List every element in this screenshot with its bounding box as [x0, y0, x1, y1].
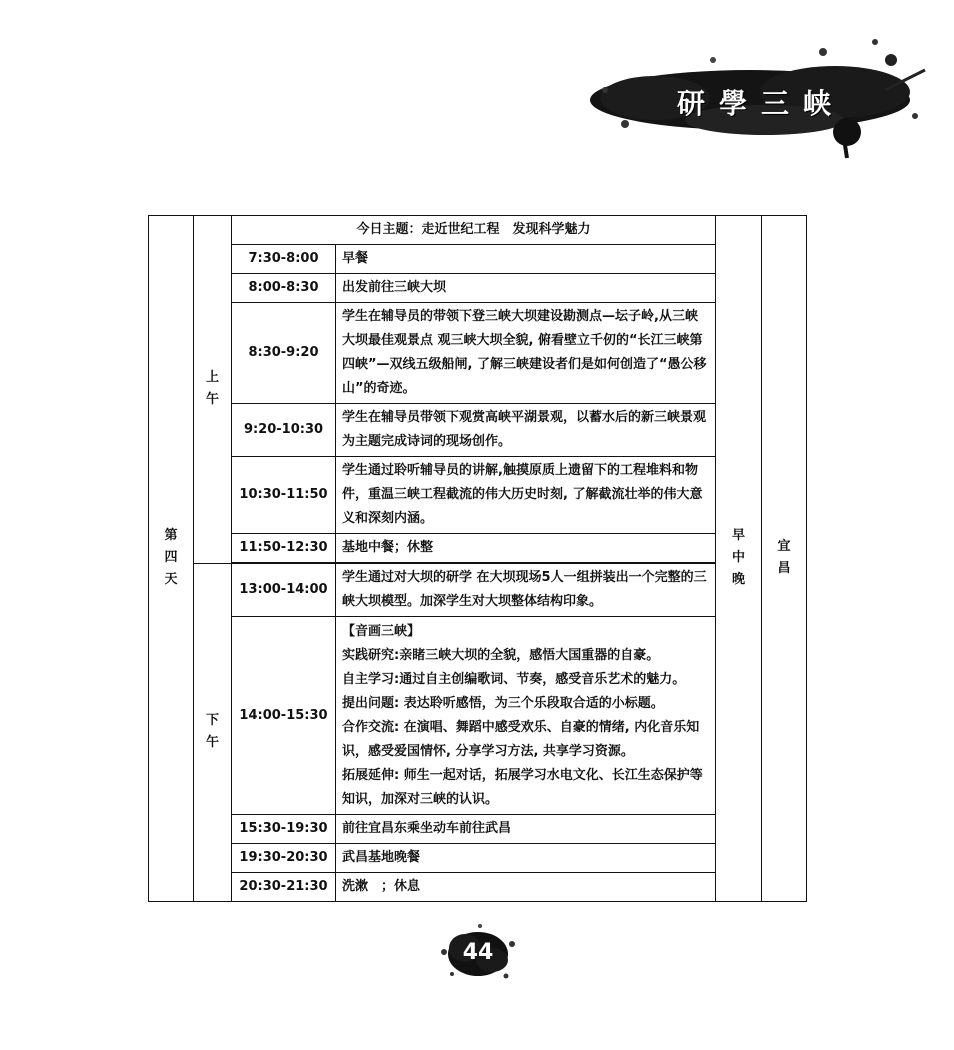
activity-line: 实践研究:亲睹三峡大坝的全貌，感悟大国重器的自豪。	[342, 647, 660, 663]
time-cell: 19:30-20:30	[232, 844, 336, 873]
time-cell: 11:50-12:30	[232, 534, 336, 563]
time-cell: 10:30-11:50	[232, 457, 336, 534]
brand-ink-banner	[585, 20, 935, 160]
activity-cell: 基地中餐；休整	[336, 534, 716, 563]
time-cell: 9:20-10:30	[232, 404, 336, 457]
activity-cell: 学生通过对大坝的研学 在大坝现场5人一组拼装出一个完整的三峡大坝模型。加深学生对大坝整体结构印象。	[336, 564, 716, 617]
time-cell: 8:00-8:30	[232, 274, 336, 303]
time-cell: 7:30-8:00	[232, 245, 336, 274]
activity-line: 提出问题: 表达聆听感悟，为三个乐段取合适的小标题。	[342, 695, 664, 711]
activity-cell: 武昌基地晚餐	[336, 844, 716, 873]
day-label: 第四天	[149, 216, 194, 902]
page-number: 44	[462, 940, 494, 965]
activity-cell	[336, 617, 716, 815]
activity-line: 合作交流: 在演唱、舞蹈中感受欢乐、自豪的情绪, 内化音乐知识，感受爱国情怀, 分享学习方法, 共享学习资源。	[342, 719, 700, 759]
activity-cell: 早餐	[336, 245, 716, 274]
activity-line: 拓展延伸: 师生一起对话，拓展学习水电文化、长江生态保护等知识，加深对三峡的认识。	[342, 767, 703, 807]
time-cell: 13:00-14:00	[232, 564, 336, 617]
activity-cell: 学生在辅导员的带领下登三峡大坝建设勘测点—坛子岭,从三峡大坝最佳观景点 观三峡大坝全貌, 俯看壁立千仞的“长江三峡第四峡”—双线五级船闸, 了解三峡建设者们是如何创造了“愚公移山”的奇迹。	[336, 303, 716, 404]
time-cell: 14:00-15:30	[232, 617, 336, 815]
day-schedule-table	[148, 215, 807, 902]
activity-cell: 学生在辅导员带领下观赏高峡平湖景观，以蓄水后的新三峡景观为主题完成诗词的现场创作。	[336, 404, 716, 457]
meals-cell: 早中晚	[716, 216, 762, 902]
time-cell: 15:30-19:30	[232, 815, 336, 844]
theme-title: 今日主题：走近世纪工程 发现科学魅力	[232, 216, 716, 245]
afternoon-label: 下午	[194, 564, 232, 902]
morning-label: 上午	[194, 216, 232, 564]
page-number-badge	[430, 918, 526, 988]
activity-cell: 学生通过聆听辅导员的讲解,触摸原质上遗留下的工程堆料和物件，重温三峡工程截流的伟大历史时刻, 了解截流壮举的伟大意义和深刻内涵。	[336, 457, 716, 534]
accommodation-cell: 宜昌	[762, 216, 807, 902]
activity-line: 【音画三峡】	[342, 623, 421, 639]
activity-cell: 洗漱 ；休息	[336, 873, 716, 902]
time-cell: 8:30-9:20	[232, 303, 336, 404]
activity-cell: 出发前往三峡大坝	[336, 274, 716, 303]
activity-line: 自主学习:通过自主创编歌词、节奏，感受音乐艺术的魅力。	[342, 671, 686, 687]
brand-title: 研學三峡	[677, 87, 846, 120]
activity-cell: 前往宜昌东乘坐动车前往武昌	[336, 815, 716, 844]
time-cell: 20:30-21:30	[232, 873, 336, 902]
